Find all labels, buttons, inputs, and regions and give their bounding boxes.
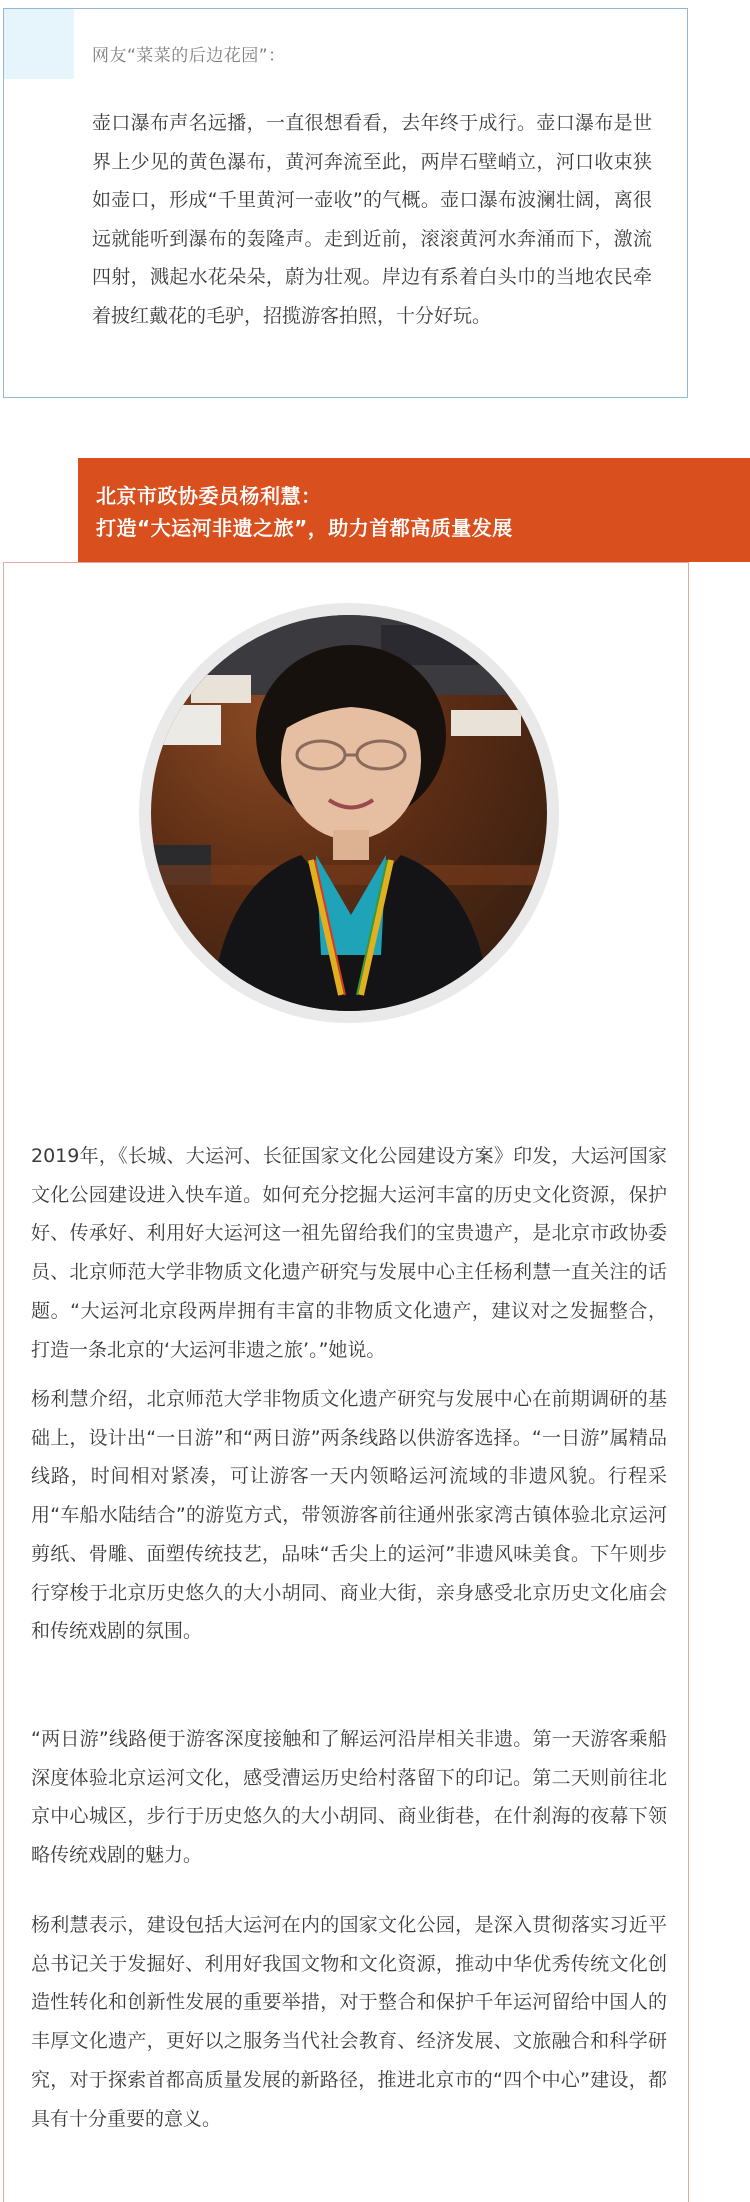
section-title-line1: 北京市政协委员杨利慧： xyxy=(96,484,322,508)
quote-corner-decoration xyxy=(4,9,74,79)
quote-source: 网友“菜菜的后边花园”： xyxy=(92,46,286,66)
article-paragraph-1: 2019年，《长城、大运河、长征国家文化公园建设方案》印发，大运河国家文化公园建设进入快车道。如何充分挖掘大运河丰富的历史文化资源，保护好、传承好、利用好大运河这一祖先留给我们的宝贵遗产，是北京市政协委员、北京师范大学非物质文化遗产研究与发展中心主任杨利慧一直关注的话题。“大运河北京段两岸拥有丰富的非物质文化遗产，建议对之发掘整合，打造一条北京的‘大运河非遗之旅’。”她说。 xyxy=(31,1145,667,1361)
quote-text: 壶口瀑布声名远播，一直很想看看，去年终于成行。壶口瀑布是世界上少见的黄色瀑布，黄河奔流至此，两岸石壁峭立，河口收束狭如壶口，形成“千里黄河一壶收”的气概。壶口瀑布波澜壮阔，离很远就能听到瀑布的轰隆声。走到近前，滚滚黄河水奔涌而下，激流四射，溅起水花朵朵，蔚为壮观。岸边有系着白头巾的当地农民牵着披红戴花的毛驴，招揽游客拍照，十分好玩。 xyxy=(92,112,652,327)
article-paragraph-4: 杨利慧表示，建设包括大运河在内的国家文化公园，是深入贯彻落实习近平总书记关于发掘好、利用好我国文物和文化资源，推动中华优秀传统文化创造性转化和创新性发展的重要举措，对于整合和保护千年运河留给中国人的丰厚文化遗产，更好以之服务当代社会教育、经济发展、文旅融合和科学研究，对于探索首都高质量发展的新路径，推进北京市的“四个中心”建设，都具有十分重要的意义。 xyxy=(31,1914,667,2130)
portrait-frame xyxy=(139,603,559,1023)
portrait-illustration xyxy=(151,615,547,1011)
quote-box xyxy=(3,8,688,398)
article-paragraph-2: 杨利慧介绍，北京师范大学非物质文化遗产研究与发展中心在前期调研的基础上，设计出“一日游”和“两日游”两条线路以供游客选择。“一日游”属精品线路，时间相对紧凑，可让游客一天内领略运河流域的非遗风貌。行程采用“车船水陆结合”的游览方式，带领游客前往通州张家湾古镇体验北京运河剪纸、骨雕、面塑传统技艺，品味“舌尖上的运河”非遗风味美食。下午则步行穿梭于北京历史悠久的大小胡同、商业大街，亲身感受北京历史文化庙会和传统戏剧的氛围。 xyxy=(31,1388,667,1643)
portrait-photo xyxy=(151,615,547,1011)
article-paragraph-3: “两日游”线路便于游客深度接触和了解运河沿岸相关非遗。第一天游客乘船深度体验北京运河文化，感受漕运历史给村落留下的印记。第二天则前往北京中心城区，步行于历史悠久的大小胡同、商业街巷，在什刹海的夜幕下领略传统戏剧的魅力。 xyxy=(31,1728,667,1867)
article-box xyxy=(3,562,689,2202)
section-title-line2: 打造“大运河非遗之旅”，助力首都高质量发展 xyxy=(96,516,513,540)
section-header xyxy=(78,458,750,562)
